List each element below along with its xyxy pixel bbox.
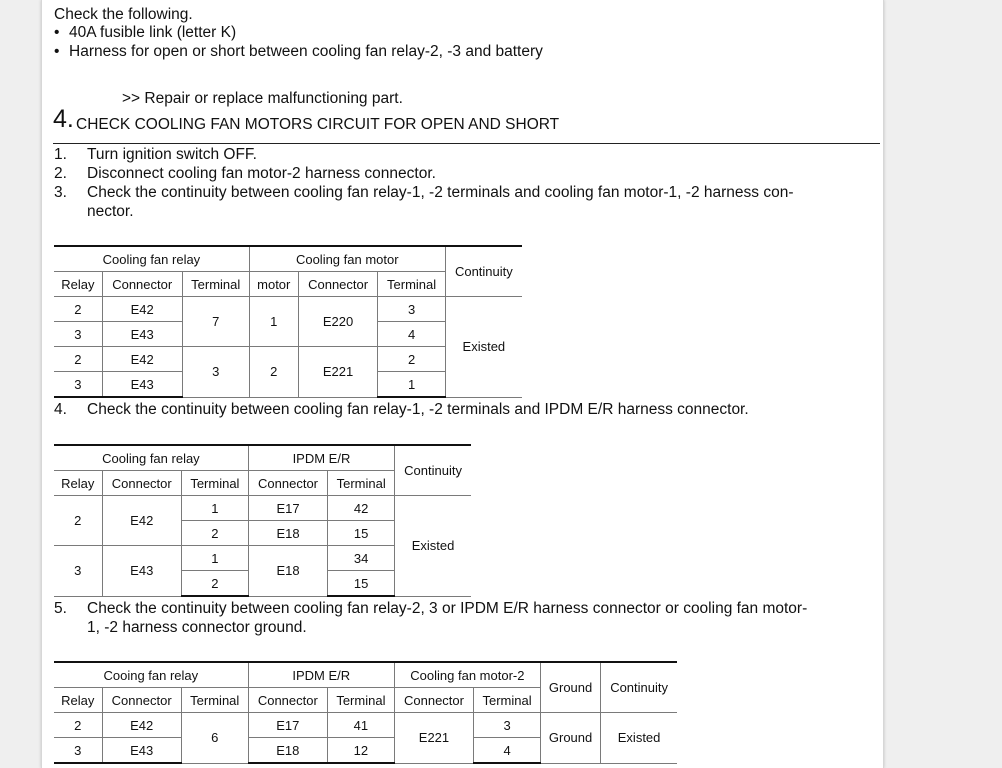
column-header: Terminal <box>181 688 248 713</box>
continuity-header: Continuity <box>395 445 471 496</box>
table-cell: 3 <box>54 546 102 597</box>
substep-text: Disconnect cooling fan motor-2 harness connector. <box>87 165 436 182</box>
group-header: IPDM E/R <box>248 662 394 688</box>
group-header: Cooling fan relay <box>54 445 248 471</box>
table-cell: 1 <box>249 297 298 347</box>
table-cell: 3 <box>54 738 102 764</box>
table-cell: 4 <box>378 322 445 347</box>
substep-text: Turn ignition switch OFF. <box>87 146 257 163</box>
check-bullet-text: Harness for open or short between cooling fan relay-2, -3 and battery <box>69 43 543 60</box>
table-cell: 3 <box>378 297 445 322</box>
table-cell: E43 <box>102 738 181 764</box>
table-cell: 4 <box>474 738 541 764</box>
table-cell: E221 <box>394 713 473 764</box>
continuity-result: Existed <box>601 713 677 764</box>
column-header: Relay <box>54 272 102 297</box>
continuity-table-relay-ipdm <box>54 444 471 597</box>
table-cell: 41 <box>327 713 394 738</box>
table-cell: 42 <box>328 496 395 521</box>
table-cell: 2 <box>181 521 248 546</box>
substep-text: Check the continuity between cooling fan relay-1, -2 terminals and cooling fan motor-1, -2 harness con- <box>87 184 794 201</box>
continuity-table-ground <box>54 661 677 764</box>
column-header: Terminal <box>182 272 249 297</box>
substep-text: Check the continuity between cooling fan relay-1, -2 terminals and IPDM E/R harness connector. <box>87 401 749 418</box>
table-cell: 12 <box>327 738 394 764</box>
table-cell: 3 <box>182 347 249 398</box>
ground-value: Ground <box>540 713 600 764</box>
step-title: CHECK COOLING FAN MOTORS CIRCUIT FOR OPEN AND SHORT <box>76 116 560 133</box>
table-cell: E42 <box>102 347 182 372</box>
continuity-header: Continuity <box>445 246 522 297</box>
table-cell: E18 <box>248 546 327 597</box>
ground-header: Ground <box>540 662 600 713</box>
check-heading: Check the following. <box>54 6 193 23</box>
column-header: Connector <box>102 272 182 297</box>
column-header: Relay <box>54 471 102 496</box>
continuity-result: Existed <box>395 496 471 597</box>
table-cell: 7 <box>182 297 249 347</box>
check-bullet: • <box>54 24 60 41</box>
group-header: IPDM E/R <box>248 445 394 471</box>
table-cell: E42 <box>102 496 181 546</box>
column-header: Terminal <box>474 688 541 713</box>
step-number: 4. <box>53 105 74 133</box>
document-page <box>41 0 884 768</box>
check-bullet: • <box>54 43 60 60</box>
column-header: Terminal <box>327 688 394 713</box>
substep-text: Check the continuity between cooling fan relay-2, 3 or IPDM E/R harness connector or cooling fan motor- <box>87 600 808 617</box>
table-cell: 2 <box>54 297 102 322</box>
heading-divider <box>53 143 880 144</box>
table-cell: E42 <box>102 297 182 322</box>
column-header: Connector <box>248 471 327 496</box>
table-cell: 3 <box>474 713 541 738</box>
table-cell: E17 <box>248 713 327 738</box>
repair-result: >> Repair or replace malfunctioning part. <box>122 90 403 107</box>
table-cell: E18 <box>248 521 327 546</box>
table-cell: E220 <box>298 297 378 347</box>
table-cell: 2 <box>54 347 102 372</box>
table-cell: 15 <box>328 571 395 597</box>
table-cell: 2 <box>378 347 445 372</box>
table-cell: 1 <box>181 546 248 571</box>
substep-number: 1. <box>54 146 67 163</box>
table-cell: 3 <box>54 322 102 347</box>
substep-number: 5. <box>54 600 67 617</box>
column-header: Connector <box>102 471 181 496</box>
column-header: Relay <box>54 688 102 713</box>
column-header: Connector <box>102 688 181 713</box>
substep-text: nector. <box>87 203 134 220</box>
column-header: Connector <box>394 688 473 713</box>
table-cell: E18 <box>248 738 327 764</box>
substep-text: 1, -2 harness connector ground. <box>87 619 307 636</box>
column-header: Terminal <box>328 471 395 496</box>
substep-number: 4. <box>54 401 67 418</box>
substep-number: 2. <box>54 165 67 182</box>
column-header: Connector <box>248 688 327 713</box>
group-header: Cooling fan motor-2 <box>394 662 540 688</box>
table-cell: E221 <box>298 347 378 398</box>
table-cell: 2 <box>54 713 102 738</box>
table-cell: 34 <box>328 546 395 571</box>
table-cell: 15 <box>328 521 395 546</box>
group-header: Cooing fan relay <box>54 662 248 688</box>
group-header: Cooling fan motor <box>249 246 445 272</box>
table-cell: E43 <box>102 322 182 347</box>
column-header: Terminal <box>378 272 445 297</box>
table-cell: 2 <box>181 571 248 597</box>
group-header: Cooling fan relay <box>54 246 249 272</box>
column-header: Connector <box>298 272 378 297</box>
column-header: Terminal <box>181 471 248 496</box>
column-header: motor <box>249 272 298 297</box>
table-cell: E42 <box>102 713 181 738</box>
table-cell: 1 <box>181 496 248 521</box>
table-cell: 6 <box>181 713 248 764</box>
table-cell: E43 <box>102 546 181 597</box>
table-cell: 1 <box>378 372 445 398</box>
continuity-header: Continuity <box>601 662 677 713</box>
table-cell: E43 <box>102 372 182 398</box>
check-bullet-text: 40A fusible link (letter K) <box>69 24 237 41</box>
substep-number: 3. <box>54 184 67 201</box>
table-cell: 3 <box>54 372 102 398</box>
table-cell: 2 <box>249 347 298 398</box>
table-cell: 2 <box>54 496 102 546</box>
table-cell: E17 <box>248 496 327 521</box>
continuity-result: Existed <box>445 297 522 398</box>
continuity-table-relay-motor <box>54 245 522 398</box>
